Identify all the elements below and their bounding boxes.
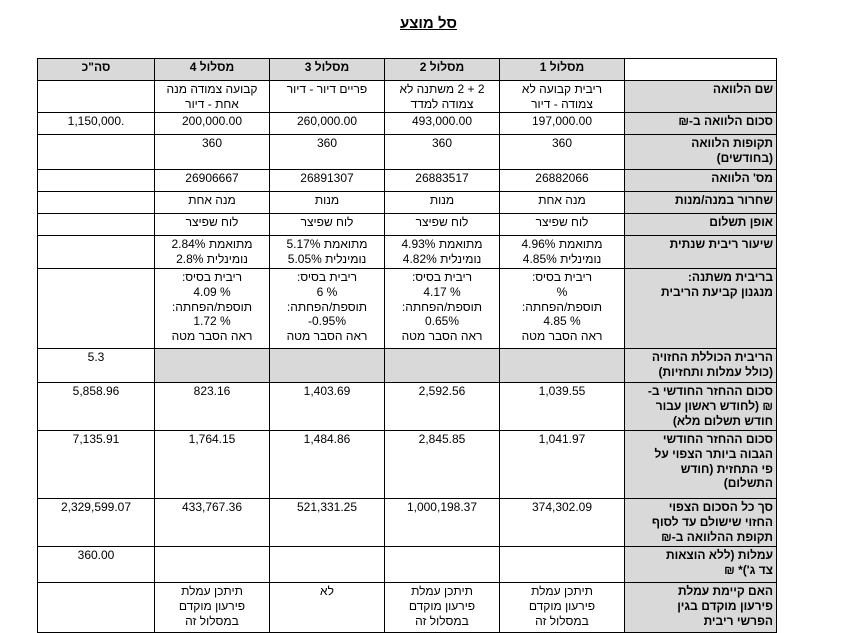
value-cell-total-row2 bbox=[38, 113, 155, 135]
cell-line: מתואמת 2.84% bbox=[171, 237, 253, 252]
value-cell-m3-row7 bbox=[270, 236, 385, 269]
cell-line: ראה הסבר מטה bbox=[401, 328, 483, 343]
row-label bbox=[625, 192, 777, 214]
value-cell-total-row7 bbox=[38, 236, 155, 269]
table-row bbox=[38, 431, 777, 499]
value-cell-m3-row3 bbox=[270, 135, 385, 170]
row-label bbox=[625, 269, 777, 349]
cell-line: צמודה למדד bbox=[410, 96, 474, 111]
row-label bbox=[625, 170, 777, 192]
value-cell-m4-row10 bbox=[155, 383, 270, 431]
value-cell-m4-row13 bbox=[155, 547, 270, 583]
cell-line: 360 bbox=[431, 136, 453, 151]
table-row bbox=[38, 236, 777, 269]
cell-line: 5.3 bbox=[87, 350, 105, 365]
cell-line: תקופת ההלוואה ב-₪ bbox=[661, 529, 773, 544]
table-row bbox=[38, 583, 777, 633]
value-cell-m1-row9 bbox=[500, 349, 625, 383]
cell-line: 1,000,198.37 bbox=[406, 500, 478, 515]
table-row bbox=[38, 269, 777, 349]
cell-line: לוח שפיצר bbox=[415, 215, 469, 230]
cell-line: 260,000.00 bbox=[296, 114, 358, 129]
cell-line: 1,039.55 bbox=[538, 384, 586, 399]
value-cell-m3-row9 bbox=[270, 349, 385, 383]
cell-line: 4.17 % bbox=[423, 284, 461, 299]
cell-line: שיעור ריבית שנתית bbox=[669, 237, 773, 252]
cell-line: תקופות הלוואה bbox=[691, 136, 773, 151]
cell-line: התשלום) bbox=[723, 476, 773, 491]
cell-line: במסלול זה bbox=[535, 613, 589, 628]
cell-line: תוספת/הפחתה: bbox=[286, 299, 368, 314]
table-row bbox=[38, 383, 777, 431]
value-cell-m2-row2 bbox=[385, 113, 500, 135]
cell-line: ריבית בסיס: bbox=[296, 270, 358, 285]
cell-line: צמודה - דיור bbox=[531, 96, 593, 111]
value-cell-m4-row12 bbox=[155, 499, 270, 547]
cell-line: פירעון מוקדם bbox=[528, 598, 596, 613]
value-cell-m1-row4 bbox=[500, 170, 625, 192]
value-cell-m2-row5 bbox=[385, 192, 500, 214]
row-label bbox=[625, 81, 777, 113]
value-cell-m1-row3 bbox=[500, 135, 625, 170]
value-cell-m3-row11 bbox=[270, 431, 385, 499]
value-cell-m2-row8 bbox=[385, 269, 500, 349]
cell-line: 7,135.91 bbox=[72, 432, 120, 447]
value-cell-total-row11 bbox=[38, 431, 155, 499]
value-cell-m4-row3 bbox=[155, 135, 270, 170]
value-cell-m4-row9 bbox=[155, 349, 270, 383]
cell-line: סכום הלוואה ב-₪ bbox=[678, 114, 773, 129]
cell-line: פי התחזית (חודש bbox=[680, 461, 773, 476]
row-label bbox=[625, 349, 777, 383]
cell-line: לא bbox=[320, 584, 334, 599]
value-cell-m3-row2 bbox=[270, 113, 385, 135]
value-cell-total-row4 bbox=[38, 170, 155, 192]
cell-line: הגבוה ביותר הצפוי על bbox=[654, 446, 773, 461]
value-cell-total-row9 bbox=[38, 349, 155, 383]
table-row bbox=[38, 170, 777, 192]
row-label bbox=[625, 383, 777, 431]
cell-line: תיתכן עמלת bbox=[531, 584, 593, 599]
cell-line: 1,484.86 bbox=[303, 432, 351, 447]
cell-line: 360 bbox=[201, 136, 223, 151]
value-cell-m3-row6 bbox=[270, 214, 385, 236]
cell-line: 1,041.97 bbox=[538, 432, 586, 447]
cell-line: מנה אחת bbox=[538, 193, 586, 208]
cell-line: 5,858.96 bbox=[72, 384, 120, 399]
cell-line: אופן תשלום bbox=[709, 215, 773, 230]
cell-line: מתואמת 4.96% bbox=[521, 237, 603, 252]
cell-line: 360 bbox=[316, 136, 338, 151]
cell-line: נומינלית 4.82% bbox=[402, 251, 482, 266]
value-cell-total-row6 bbox=[38, 214, 155, 236]
value-cell-total-row5 bbox=[38, 192, 155, 214]
value-cell-total-row3 bbox=[38, 135, 155, 170]
column-header-m3: מסלול 3 bbox=[270, 59, 385, 81]
cell-line: סכום ההחזר החודשי bbox=[662, 432, 773, 447]
cell-line: 1,403.69 bbox=[303, 384, 351, 399]
cell-line: אחת - דיור bbox=[185, 96, 239, 111]
value-cell-total-row14 bbox=[38, 583, 155, 633]
cell-line: מנגנון קביעת הריבית bbox=[661, 284, 773, 299]
cell-line: תיתכן עמלת bbox=[411, 584, 473, 599]
column-header-total: סה"כ bbox=[38, 59, 155, 81]
cell-line: 360.00 bbox=[77, 548, 115, 563]
row-label bbox=[625, 113, 777, 135]
cell-line: תיתכן עמלת bbox=[181, 584, 243, 599]
cell-line: 4.09 % bbox=[193, 284, 231, 299]
value-cell-m1-row1 bbox=[500, 81, 625, 113]
cell-line: 2 + 2 משתנה לא bbox=[399, 82, 485, 96]
cell-line: שם הלוואה bbox=[712, 82, 773, 96]
cell-line: (כולל עמלות ותחזיות) bbox=[658, 364, 773, 379]
value-cell-m1-row8 bbox=[500, 269, 625, 349]
cell-line: מנה אחת bbox=[188, 193, 236, 208]
value-cell-m4-row4 bbox=[155, 170, 270, 192]
table-row bbox=[38, 547, 777, 583]
corner-cell bbox=[625, 59, 777, 81]
value-cell-m2-row9 bbox=[385, 349, 500, 383]
value-cell-m3-row4 bbox=[270, 170, 385, 192]
row-label bbox=[625, 214, 777, 236]
cell-line: פירעון מוקדם bbox=[408, 598, 476, 613]
value-cell-m1-row12 bbox=[500, 499, 625, 547]
column-header-m1: מסלול 1 bbox=[500, 59, 625, 81]
value-cell-m2-row14 bbox=[385, 583, 500, 633]
cell-line: 1,150,000. bbox=[67, 114, 125, 129]
cell-line: מתואמת 5.17% bbox=[286, 237, 368, 252]
cell-line: 493,000.00 bbox=[411, 114, 473, 129]
cell-line: פירעון מוקדם בגין bbox=[677, 598, 773, 613]
value-cell-m4-row1 bbox=[155, 81, 270, 113]
cell-line: 4.85 % bbox=[543, 314, 581, 329]
value-cell-m2-row11 bbox=[385, 431, 500, 499]
cell-line: ראה הסבר מטה bbox=[521, 328, 603, 343]
cell-line: לוח שפיצר bbox=[300, 215, 354, 230]
value-cell-m4-row8 bbox=[155, 269, 270, 349]
value-cell-m1-row14 bbox=[500, 583, 625, 633]
cell-line: (בחודשים) bbox=[716, 150, 773, 165]
cell-line: במסלול זה bbox=[185, 613, 239, 628]
page-title: סל מוצע bbox=[399, 15, 458, 32]
row-label bbox=[625, 499, 777, 547]
value-cell-m2-row4 bbox=[385, 170, 500, 192]
cell-line: 0.65% bbox=[424, 314, 460, 329]
cell-line: סכום ההחזר החודשי ב- bbox=[647, 384, 773, 399]
cell-line: חודש תשלום מלא) bbox=[672, 413, 773, 428]
cell-line: במסלול זה bbox=[415, 613, 469, 628]
cell-line: נומינלית 5.05% bbox=[287, 251, 367, 266]
cell-line: 2,329,599.07 bbox=[60, 500, 132, 515]
cell-line: ריבית קבועה לא bbox=[521, 82, 603, 96]
value-cell-m1-row10 bbox=[500, 383, 625, 431]
cell-line: החזוי שישולם עד לסוף bbox=[651, 514, 773, 529]
cell-line: 26882066 bbox=[535, 171, 589, 186]
value-cell-m2-row7 bbox=[385, 236, 500, 269]
cell-line: תוספת/הפחתה: bbox=[401, 299, 483, 314]
cell-line: האם קיימת עמלת bbox=[677, 584, 773, 599]
value-cell-total-row12 bbox=[38, 499, 155, 547]
value-cell-m3-row5 bbox=[270, 192, 385, 214]
cell-line: בריבית משתנה: bbox=[687, 270, 773, 285]
value-cell-m1-row6 bbox=[500, 214, 625, 236]
cell-line: 200,000.00 bbox=[181, 114, 243, 129]
loan-basket-table bbox=[37, 58, 777, 633]
value-cell-total-row10 bbox=[38, 383, 155, 431]
value-cell-m1-row11 bbox=[500, 431, 625, 499]
cell-line: מתואמת 4.93% bbox=[401, 237, 483, 252]
table-row bbox=[38, 499, 777, 547]
cell-line: מנות bbox=[429, 193, 455, 208]
cell-line: פריים דיור - דיור bbox=[286, 82, 368, 96]
cell-line: ₪ (לחודש ראשון עבור bbox=[655, 398, 773, 413]
value-cell-m1-row2 bbox=[500, 113, 625, 135]
cell-line: 2,845.85 bbox=[418, 432, 466, 447]
cell-line: ראה הסבר מטה bbox=[171, 328, 253, 343]
value-cell-m4-row2 bbox=[155, 113, 270, 135]
cell-line: 26891307 bbox=[300, 171, 354, 186]
cell-line: 823.16 bbox=[193, 384, 231, 399]
value-cell-m3-row1 bbox=[270, 81, 385, 113]
cell-line: ראה הסבר מטה bbox=[286, 328, 368, 343]
value-cell-m3-row12 bbox=[270, 499, 385, 547]
value-cell-m1-row13 bbox=[500, 547, 625, 583]
cell-line: 26906667 bbox=[185, 171, 239, 186]
cell-line: ריבית בסיס: bbox=[531, 270, 593, 285]
row-label bbox=[625, 236, 777, 269]
cell-line: מנות bbox=[314, 193, 340, 208]
value-cell-m1-row5 bbox=[500, 192, 625, 214]
column-header-m4: מסלול 4 bbox=[155, 59, 270, 81]
cell-line: שחרור במנה/מנות bbox=[675, 193, 773, 208]
cell-line: פירעון מוקדם bbox=[178, 598, 246, 613]
cell-line: 197,000.00 bbox=[531, 114, 593, 129]
cell-line: הפרשי ריבית bbox=[703, 613, 773, 628]
cell-line: לוח שפיצר bbox=[185, 215, 239, 230]
row-label bbox=[625, 583, 777, 633]
value-cell-m2-row1 bbox=[385, 81, 500, 113]
cell-line: 2,592.56 bbox=[418, 384, 466, 399]
cell-line: 26883517 bbox=[415, 171, 469, 186]
cell-line: -0.95% bbox=[307, 314, 347, 329]
value-cell-m1-row7 bbox=[500, 236, 625, 269]
value-cell-total-row13 bbox=[38, 547, 155, 583]
cell-line: 521,331.25 bbox=[296, 500, 358, 515]
table-row bbox=[38, 214, 777, 236]
cell-line: ריבית בסיס: bbox=[411, 270, 473, 285]
value-cell-m3-row10 bbox=[270, 383, 385, 431]
cell-line: 374,302.09 bbox=[531, 500, 593, 515]
value-cell-m3-row14 bbox=[270, 583, 385, 633]
cell-line: מס' הלוואה bbox=[711, 171, 773, 186]
cell-line: לוח שפיצר bbox=[535, 215, 589, 230]
cell-line: עמלות (ללא הוצאות bbox=[665, 548, 773, 563]
table-row bbox=[38, 113, 777, 135]
cell-line: 433,767.36 bbox=[181, 500, 243, 515]
value-cell-m2-row10 bbox=[385, 383, 500, 431]
value-cell-m4-row11 bbox=[155, 431, 270, 499]
cell-line: תוספת/הפחתה: bbox=[171, 299, 253, 314]
cell-line: 360 bbox=[551, 136, 573, 151]
cell-line: 1,764.15 bbox=[188, 432, 236, 447]
table-row bbox=[38, 192, 777, 214]
value-cell-m4-row6 bbox=[155, 214, 270, 236]
value-cell-total-row1 bbox=[38, 81, 155, 113]
column-header-m2: מסלול 2 bbox=[385, 59, 500, 81]
value-cell-m3-row13 bbox=[270, 547, 385, 583]
value-cell-m3-row8 bbox=[270, 269, 385, 349]
cell-line: ריבית בסיס: bbox=[181, 270, 243, 285]
cell-line: % bbox=[556, 284, 568, 299]
cell-line: 6 % bbox=[316, 284, 338, 299]
row-label bbox=[625, 135, 777, 170]
value-cell-m2-row3 bbox=[385, 135, 500, 170]
row-label bbox=[625, 431, 777, 499]
cell-line: סך כל הסכום הצפוי bbox=[668, 500, 773, 515]
row-label bbox=[625, 547, 777, 583]
table-row bbox=[38, 135, 777, 170]
value-cell-m2-row6 bbox=[385, 214, 500, 236]
value-cell-total-row8 bbox=[38, 269, 155, 349]
cell-line: 1.72 % bbox=[193, 314, 231, 329]
cell-line: נומינלית 2.8% bbox=[176, 251, 248, 266]
cell-line: קבועה צמודה מנה bbox=[166, 82, 258, 96]
value-cell-m4-row5 bbox=[155, 192, 270, 214]
cell-line: תוספת/הפחתה: bbox=[521, 299, 603, 314]
cell-line: הריבית הכוללת החזויה bbox=[651, 350, 773, 365]
cell-line: נומינלית 4.85% bbox=[522, 251, 602, 266]
value-cell-m2-row12 bbox=[385, 499, 500, 547]
header-row bbox=[38, 59, 777, 81]
table-row bbox=[38, 349, 777, 383]
table-row bbox=[38, 81, 777, 113]
value-cell-m2-row13 bbox=[385, 547, 500, 583]
value-cell-m4-row14 bbox=[155, 583, 270, 633]
value-cell-m4-row7 bbox=[155, 236, 270, 269]
cell-line: צד ג')* ₪ bbox=[724, 562, 773, 577]
